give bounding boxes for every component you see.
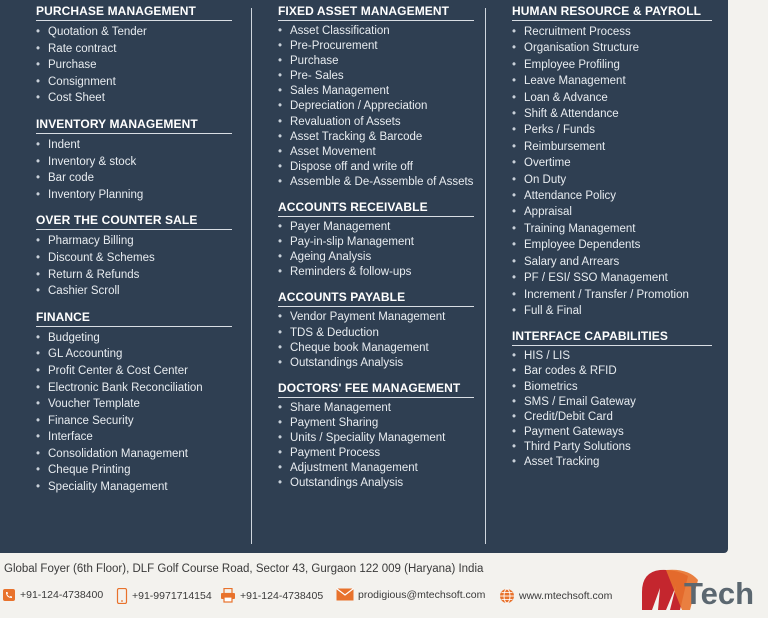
feature-label: Budgeting [48,331,100,344]
bullet-icon: • [512,410,517,423]
section-title: PURCHASE MANAGEMENT [36,4,232,21]
feature-label: Interface [48,431,93,444]
feature-item [278,235,474,250]
feature-item [278,99,474,114]
bullet-icon: • [278,266,283,279]
feature-label: Return & Refunds [48,268,140,281]
bullet-icon: • [36,155,41,168]
feature-label: Units / Speciality Management [290,431,446,444]
contact-bar [0,588,640,610]
bullet-icon: • [36,381,41,394]
feature-label: Shift & Attendance [524,108,619,121]
feature-label: Purchase [290,55,339,68]
feature-list [512,24,712,319]
feature-label: Asset Tracking [524,455,600,468]
feature-label: Purchase [48,59,97,72]
feature-item [512,440,712,455]
feature-label: Rate contract [48,42,117,55]
feature-item [278,476,474,491]
feature-item [512,57,712,73]
bullet-icon: • [512,222,517,235]
feature-item [36,413,232,430]
section-title: HUMAN RESOURCE & PAYROLL [512,4,712,21]
globe-icon [499,588,515,604]
bullet-icon: • [278,70,283,83]
feature-label: Increment / Transfer / Promotion [524,288,689,301]
section-title: FIXED ASSET MANAGEMENT [278,4,474,21]
feature-label: Consolidation Management [48,447,189,460]
email-icon [336,588,354,601]
mobile-icon [116,588,128,604]
feature-label: Quotation & Tender [48,26,147,38]
feature-label: Organisation Structure [524,42,640,55]
feature-label: Payment Gateways [524,425,624,438]
bullet-icon: • [512,288,517,301]
section-title: ACCOUNTS RECEIVABLE [278,200,474,217]
feature-item [36,479,232,496]
feature-label: Leave Management [524,75,626,88]
feature-item [278,431,474,446]
feature-label: Bar codes & RFID [524,365,617,378]
bullet-icon: • [512,304,517,317]
feature-label: Attendance Policy [524,190,617,203]
feature-label: Pre- Sales [290,70,344,83]
feature-section [278,381,474,492]
bullet-icon: • [512,350,517,363]
feature-label: Asset Movement [290,145,376,158]
feature-section [36,310,232,496]
bullet-icon: • [36,447,41,460]
bullet-icon: • [512,140,517,153]
feature-label: Asset Tracking & Barcode [290,130,423,143]
feature-label: Full & Final [524,304,582,317]
feature-label: TDS & Deduction [290,326,379,339]
bullet-icon: • [36,42,41,55]
bullet-icon: • [512,455,517,468]
column-1 [36,4,232,506]
feature-item [278,130,474,145]
feature-item [512,303,712,319]
feature-item [512,270,712,286]
feature-list [36,330,232,496]
bullet-icon: • [36,464,41,477]
logo-wordmark: Tech [684,576,755,611]
bullet-icon: • [512,440,517,453]
feature-item [36,446,232,463]
feature-label: PF / ESI/ SSO Management [524,272,668,285]
bullet-icon: • [512,380,517,393]
bullet-icon: • [36,75,41,88]
bullet-icon: • [278,477,283,490]
feature-label: Cheque book Management [290,341,429,354]
email-address[interactable]: prodigious@mtechsoft.com [358,588,486,601]
bullet-icon: • [278,221,283,234]
feature-item [278,39,474,54]
feature-item [512,90,712,106]
feature-item [36,74,232,91]
feature-item [36,250,232,267]
feature-item [278,84,474,99]
bullet-icon: • [278,175,283,188]
feature-item [512,364,712,379]
feature-label: On Duty [524,173,567,186]
feature-label: Pre-Procurement [290,40,378,53]
bullet-icon: • [36,414,41,427]
bullet-icon: • [36,364,41,377]
mobile-contact [116,588,212,604]
feature-list [278,310,474,370]
bullet-icon: • [278,236,283,249]
feature-item [512,139,712,155]
feature-label: Payer Management [290,221,391,234]
feature-label: Overtime [524,157,571,170]
phone-icon [2,588,16,602]
feature-label: Recruitment Process [524,26,631,38]
column-divider [485,8,486,544]
bullet-icon: • [278,25,283,37]
feature-item [36,154,232,171]
feature-list [278,220,474,280]
feature-item [278,310,474,325]
bullet-icon: • [36,26,41,38]
mobile-number: +91-9971714154 [132,590,212,602]
bullet-icon: • [36,285,41,298]
feature-section [278,200,474,280]
bullet-icon: • [36,268,41,281]
bullet-icon: • [36,138,41,151]
feature-label: Payment Sharing [290,416,379,429]
feature-item [36,330,232,347]
feature-label: Bar code [48,172,95,185]
feature-item [36,41,232,58]
feature-label: Speciality Management [48,481,168,494]
mtech-logo [636,566,762,614]
feature-item [512,106,712,122]
bullet-icon: • [512,75,517,88]
feature-item [512,24,712,40]
bullet-icon: • [512,173,517,186]
feature-list [36,24,232,107]
feature-item [278,115,474,130]
feature-item [36,170,232,187]
feature-item [278,24,474,39]
feature-item [512,122,712,138]
feature-label: Consignment [48,75,116,88]
feature-item [512,380,712,395]
feature-label: Vendor Payment Management [290,311,446,324]
feature-section [278,4,474,190]
bullet-icon: • [36,398,41,411]
bullet-icon: • [36,251,41,264]
feature-label: Salary and Arrears [524,255,620,268]
bullet-icon: • [36,188,41,201]
bullet-icon: • [512,91,517,104]
feature-label: Credit/Debit Card [524,410,613,423]
bullet-icon: • [278,447,283,460]
feature-label: Third Party Solutions [524,440,631,453]
feature-label: Voucher Template [48,398,140,411]
feature-label: Finance Security [48,414,134,427]
feature-list [278,401,474,492]
feature-label: Assemble & De-Assemble of Assets [290,175,474,188]
feature-item [512,155,712,171]
feature-item [36,462,232,479]
bullet-icon: • [278,431,283,444]
feature-label: Payment Process [290,447,381,460]
feature-label: Share Management [290,401,392,414]
feature-item [36,380,232,397]
bullet-icon: • [512,157,517,170]
feature-label: Cost Sheet [48,92,105,105]
feature-item [512,287,712,303]
feature-item [512,204,712,220]
phone-contact [2,588,103,602]
feature-item [36,267,232,284]
feature-list [36,137,232,203]
feature-item [512,254,712,270]
feature-item [36,283,232,300]
feature-label: Cashier Scroll [48,285,120,298]
feature-label: SMS / Email Gateway [524,395,636,408]
feature-item [278,416,474,431]
feature-item [278,265,474,280]
section-title: OVER THE COUNTER SALE [36,213,232,230]
feature-label: GL Accounting [48,348,123,361]
fax-number: +91-124-4738405 [240,589,324,602]
bullet-icon: • [512,58,517,71]
feature-label: Inventory & stock [48,155,137,168]
bullet-icon: • [36,431,41,444]
bullet-icon: • [278,311,283,324]
feature-label: Adjustment Management [290,462,418,475]
feature-label: Sales Management [290,85,390,98]
feature-item [36,429,232,446]
bullet-icon: • [512,206,517,219]
feature-label: Profit Center & Cost Center [48,364,188,377]
feature-list [278,24,474,190]
section-title: INTERFACE CAPABILITIES [512,329,712,346]
feature-item [512,425,712,440]
bullet-icon: • [278,115,283,128]
feature-label: Reimbursement [524,140,606,153]
website-contact[interactable] [499,588,612,604]
bullet-icon: • [278,326,283,339]
bullet-icon: • [512,272,517,285]
bullet-icon: • [512,239,517,252]
feature-item [36,346,232,363]
feature-label: Cheque Printing [48,464,131,477]
feature-item [278,160,474,175]
bullet-icon: • [36,331,41,344]
column-2 [278,4,474,501]
feature-label: Pay-in-slip Management [290,236,415,249]
feature-label: Reminders & follow-ups [290,266,412,279]
feature-label: Revaluation of Assets [290,115,401,128]
feature-item [36,233,232,250]
bullet-icon: • [278,55,283,68]
feature-item [278,446,474,461]
feature-section [36,4,232,107]
bullet-icon: • [278,160,283,173]
bullet-icon: • [278,356,283,369]
feature-item [36,24,232,41]
feature-section [36,117,232,203]
bullet-icon: • [278,251,283,264]
feature-item [512,73,712,89]
feature-item [278,341,474,356]
feature-item [278,145,474,160]
feature-item [512,237,712,253]
section-title: INVENTORY MANAGEMENT [36,117,232,134]
column-3 [512,4,712,480]
bullet-icon: • [512,26,517,38]
feature-section [278,290,474,370]
feature-label: Biometrics [524,380,578,393]
fax-contact [220,588,323,603]
phone-number: +91-124-4738400 [20,589,104,601]
bullet-icon: • [278,85,283,98]
website-url[interactable]: www.mtechsoft.com [519,590,613,602]
feature-label: Outstandings Analysis [290,356,404,369]
address-text: Global Foyer (6th Floor), DLF Golf Course Road, Sector 43, Gurgaon 122 009 (Haryana) India [4,563,484,575]
feature-label: Pharmacy Billing [48,235,134,248]
feature-item [512,455,712,470]
fax-icon [220,588,236,603]
feature-label: Asset Classification [290,25,390,37]
feature-item [512,410,712,425]
feature-label: Electronic Bank Reconciliation [48,381,203,394]
bullet-icon: • [512,42,517,55]
bullet-icon: • [512,255,517,268]
feature-item [512,40,712,56]
feature-item [36,90,232,107]
bullet-icon: • [278,401,283,414]
bullet-icon: • [36,348,41,361]
bullet-icon: • [36,172,41,185]
feature-item [512,221,712,237]
feature-item [278,250,474,265]
bullet-icon: • [512,365,517,378]
feature-item [512,349,712,364]
feature-item [36,363,232,380]
bullet-icon: • [512,108,517,121]
feature-item [278,461,474,476]
bullet-icon: • [278,145,283,158]
feature-label: Depreciation / Appreciation [290,100,428,113]
bullet-icon: • [278,40,283,53]
feature-list [512,349,712,470]
feature-list [36,233,232,299]
feature-label: Training Management [524,222,636,235]
feature-item [278,356,474,371]
section-title: DOCTORS' FEE MANAGEMENT [278,381,474,398]
feature-label: Loan & Advance [524,91,608,104]
bullet-icon: • [36,59,41,72]
section-title: ACCOUNTS PAYABLE [278,290,474,307]
column-divider [251,8,252,544]
feature-item [278,54,474,69]
feature-item [278,326,474,341]
feature-item [278,175,474,190]
feature-item [512,395,712,410]
feature-item [278,401,474,416]
feature-item [36,396,232,413]
feature-label: Outstandings Analysis [290,477,404,490]
feature-item [278,220,474,235]
feature-section [512,329,712,470]
feature-item [512,172,712,188]
bullet-icon: • [512,124,517,137]
feature-section [512,4,712,319]
feature-label: Employee Dependents [524,239,641,252]
bullet-icon: • [36,235,41,248]
bullet-icon: • [512,190,517,203]
feature-label: Appraisal [524,206,572,219]
bullet-icon: • [278,416,283,429]
bullet-icon: • [36,481,41,494]
bullet-icon: • [512,425,517,438]
feature-label: Inventory Planning [48,188,144,201]
feature-item [512,188,712,204]
feature-label: Indent [48,138,80,151]
section-title: FINANCE [36,310,232,327]
bullet-icon: • [36,92,41,105]
feature-label: Dispose off and write off [290,160,413,173]
feature-label: Employee Profiling [524,58,620,71]
bullet-icon: • [278,341,283,354]
feature-section [36,213,232,299]
feature-label: Ageing Analysis [290,251,372,264]
feature-item [278,69,474,84]
bullet-icon: • [278,130,283,143]
feature-label: HIS / LIS [524,350,571,363]
feature-item [36,57,232,74]
bullet-icon: • [512,395,517,408]
feature-item [36,187,232,204]
bullet-icon: • [278,462,283,475]
feature-label: Perks / Funds [524,124,595,137]
feature-item [36,137,232,154]
bullet-icon: • [278,100,283,113]
feature-label: Discount & Schemes [48,251,155,264]
email-contact[interactable] [336,588,485,601]
